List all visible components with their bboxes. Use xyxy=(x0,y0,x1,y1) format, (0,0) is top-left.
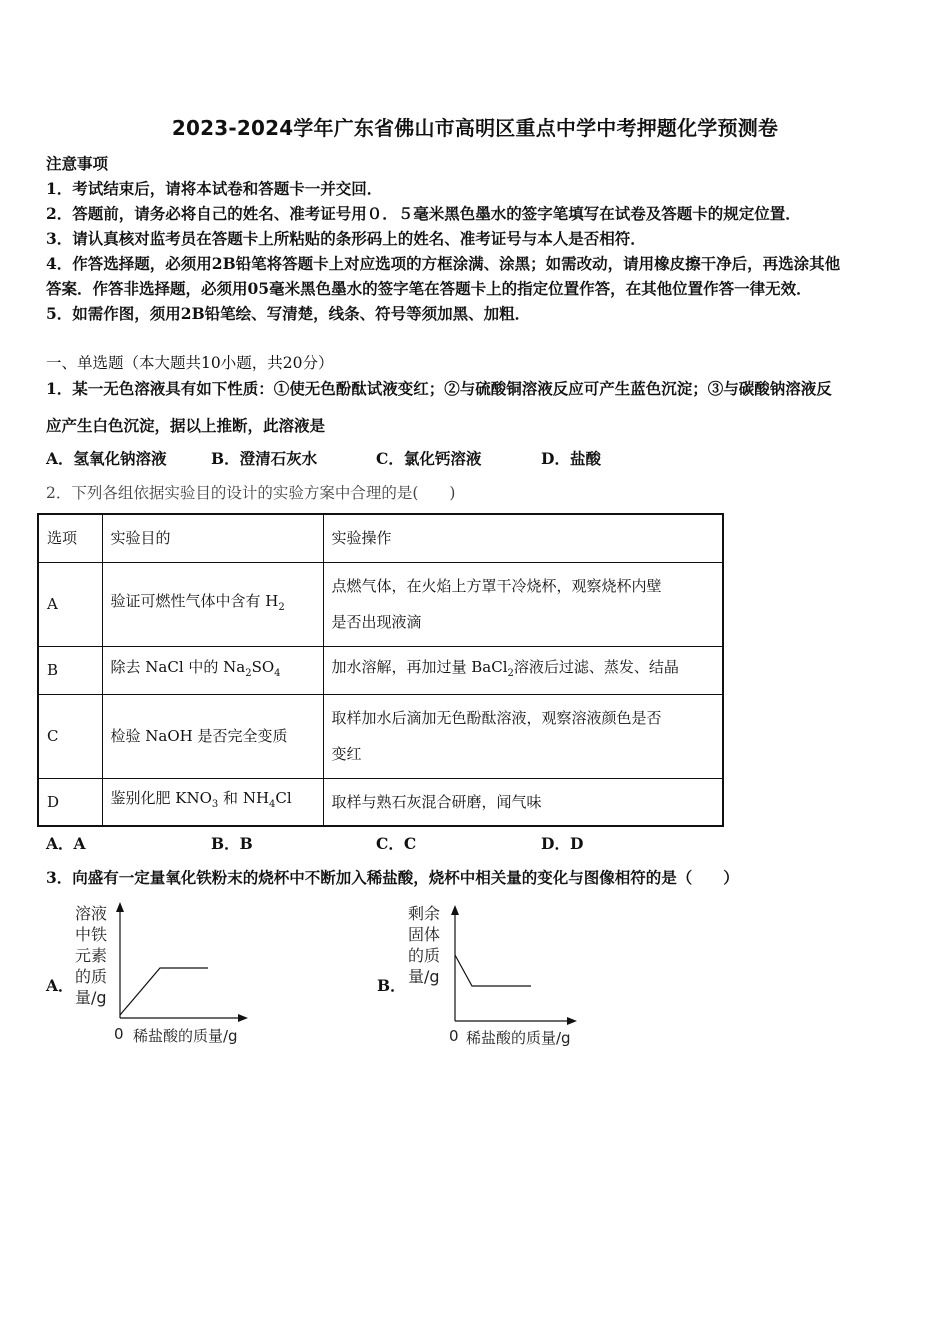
row-option: A xyxy=(38,562,102,646)
q2-option-b: B．B xyxy=(211,834,253,853)
notice-heading: 注意事项 xyxy=(46,154,109,173)
notice-item-5: 5．如需作图，须用2B铅笔绘、写清楚，线条、符号等须加黑、加粗． xyxy=(46,304,531,323)
graph-a-curve xyxy=(120,968,208,1015)
notice-item-3: 3．请认真核对监考员在答题卡上所粘贴的条形码上的姓名、准考证号与本人是否相符． xyxy=(46,229,646,248)
table-header: 实验操作 xyxy=(323,514,723,562)
graph-b-origin: 0 xyxy=(449,1027,459,1045)
row-option: D xyxy=(38,778,102,826)
experiment-table xyxy=(37,513,724,827)
row-option: C xyxy=(38,694,102,778)
q1-option-d: D．盐酸 xyxy=(541,449,601,468)
notice-item-1: 1．考试结束后，请将本试卷和答题卡一并交回． xyxy=(46,179,383,198)
graph-b-x-arrow xyxy=(567,1017,577,1025)
notice-item-4-cont: 答案．作答非选择题，必须用05毫米黑色墨水的签字笔在答题卡上的指定位置作答，在其他位置作答一律无效． xyxy=(46,279,812,298)
graph-a-x-arrow xyxy=(238,1014,248,1022)
row-operation: 取样加水后滴加无色酚酞溶液，观察溶液颜色是否 变红 xyxy=(323,694,723,778)
q3-graph-a-label: A． xyxy=(46,976,74,995)
q3-stem: 3．向盛有一定量氧化铁粉末的烧杯中不断加入稀盐酸，烧杯中相关量的变化与图像相符的是（ ） xyxy=(46,868,739,887)
q3-graph-b-label: B． xyxy=(377,976,406,995)
graph-b-plot xyxy=(445,903,580,1023)
row-operation: 取样与熟石灰混合研磨，闻气味 xyxy=(323,778,723,826)
graph-b-xlabel: 稀盐酸的质量/g xyxy=(466,1029,571,1047)
row-option: B xyxy=(38,646,102,694)
row-goal: 鉴别化肥 $KNO_3$ 和 $NH_4Cl$ xyxy=(102,778,323,826)
q1-stem-line1: 1．某一无色溶液具有如下性质：①使无色酚酞试液变红；②与硫酸铜溶液反应可产生蓝色沉淀；③与碳酸钠溶液反 xyxy=(46,379,832,398)
graph-a-plot xyxy=(110,900,250,1020)
q1-option-c: C．氯化钙溶液 xyxy=(376,449,482,468)
notice-item-4: 4．作答选择题，必须用2B铅笔将答题卡上对应选项的方框涂满、涂黑；如需改动，请用橡皮擦干净后，再选涂其他 xyxy=(46,254,841,273)
row-goal: 验证可燃性气体中含有 $H_2$ xyxy=(102,562,323,646)
table-row xyxy=(38,694,723,778)
row-goal: 除去 NaCl 中的 $Na_2SO_4$ xyxy=(102,646,323,694)
table-row xyxy=(38,646,723,694)
q2-stem: 2．下列各组依据实验目的设计的实验方案中合理的是( ) xyxy=(46,484,456,502)
graph-b-curve xyxy=(455,955,531,986)
page-title: 2023-2024学年广东省佛山市高明区重点中学中考押题化学预测卷 xyxy=(171,116,779,140)
notice-item-2: 2．答题前，请务必将自己的姓名、准考证号用０．５毫米黑色墨水的签字笔填写在试卷及答题卡的规定位置． xyxy=(46,204,801,223)
row-goal: 检验 NaOH 是否完全变质 xyxy=(102,694,323,778)
table-header: 选项 xyxy=(38,514,102,562)
table-header-row xyxy=(38,514,723,562)
q2-option-a: A．A xyxy=(46,834,86,853)
table-row xyxy=(38,562,723,646)
q1-stem-line2: 应产生白色沉淀，据以上推断，此溶液是 xyxy=(46,416,326,435)
graph-b-ylabel: 剩余 固体 的质 量/g xyxy=(408,904,441,986)
q1-option-b: B．澄清石灰水 xyxy=(211,449,318,468)
table-header: 实验目的 xyxy=(102,514,323,562)
q1-option-a: A．氢氧化钠溶液 xyxy=(46,449,167,468)
graph-a-y-arrow xyxy=(116,902,124,912)
graph-a-xlabel: 稀盐酸的质量/g xyxy=(133,1027,238,1045)
q2-option-c: C．C xyxy=(376,834,417,853)
row-operation: 加水溶解，再加过量 BaCl$_2$溶液后过滤、蒸发、结晶 xyxy=(323,646,723,694)
graph-b-y-arrow xyxy=(451,905,459,915)
graph-a-ylabel: 溶液 中铁 元素 的质 量/g xyxy=(75,904,108,1007)
section-heading: 一、单选题（本大题共10小题，共20分） xyxy=(46,354,334,372)
q2-option-d: D．D xyxy=(541,834,584,853)
row-operation: 点燃气体，在火焰上方罩干冷烧杯，观察烧杯内壁 是否出现液滴 xyxy=(323,562,723,646)
graph-a-origin: 0 xyxy=(114,1025,124,1043)
table-row xyxy=(38,778,723,826)
